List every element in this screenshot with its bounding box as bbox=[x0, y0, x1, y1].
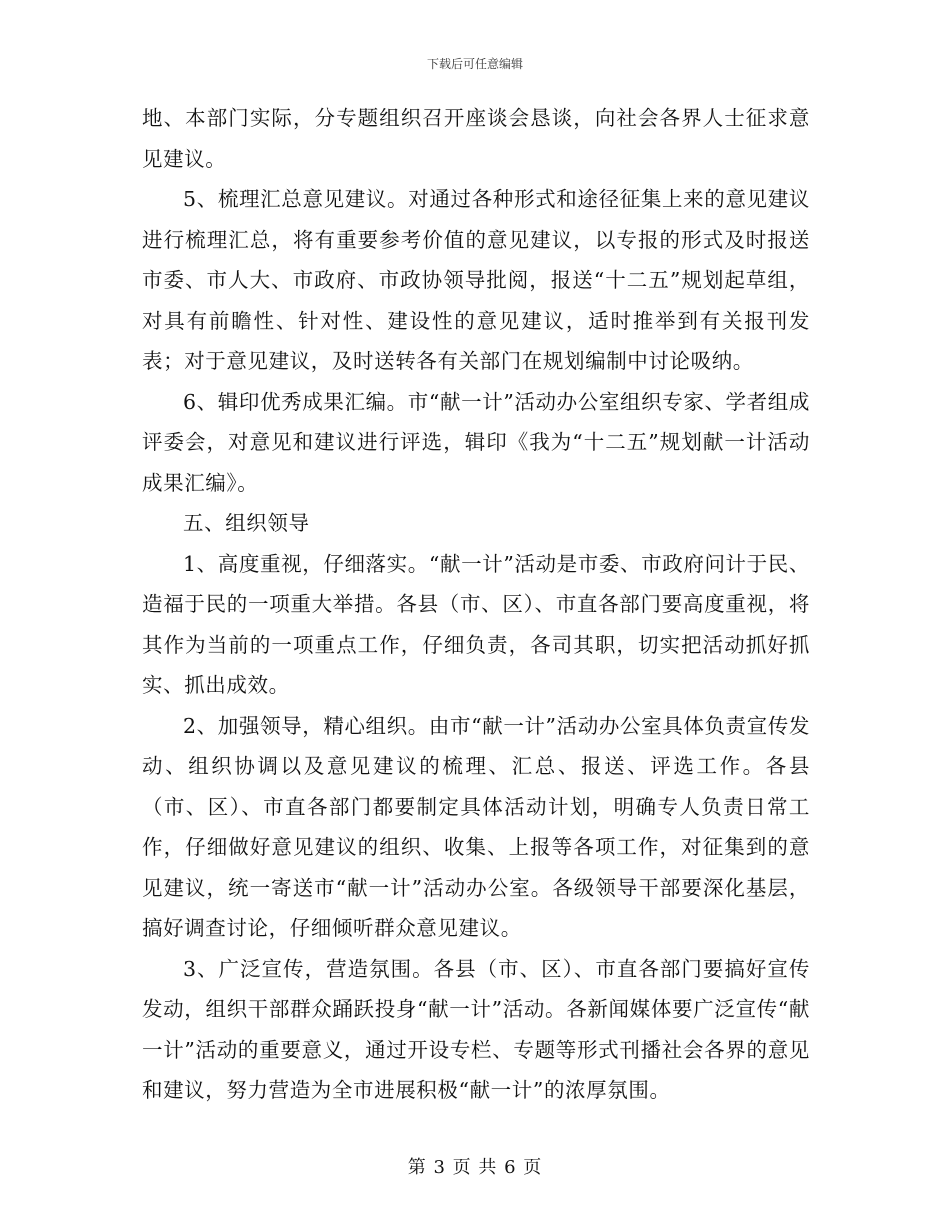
paragraph-item-6: 6、辑印优秀成果汇编。市“献一计”活动办公室组织专家、学者组成评委会，对意见和建议进行评选，辑印《我为“十二五”规划献一计活动成果汇编》。 bbox=[142, 389, 810, 495]
paragraph-item-2: 2、加强领导，精心组织。由市“献一计”活动办公室具体负责宣传发动、组织协调以及意见建议的梳理、汇总、报送、评选工作。各县（市、区）、市直各部门都要制定具体活动计划，明确专人负责日常工作，仔细做好意见建议的组织、收集、上报等各项工作，对征集到的意见建议，统一寄送市“献一计”活动办公室。各级领导干部要深化基层，搞好调查讨论，仔细倾听群众意见建议。 bbox=[142, 713, 810, 940]
section-heading: 五、组织领导 bbox=[183, 511, 310, 535]
paragraph-item-1: 1、高度重视，仔细落实。“献一计”活动是市委、市政府问计于民、造福于民的一项重大举措。各县（市、区）、市直各部门要高度重视，将其作为当前的一项重点工作，仔细负责，各司其职，切实把活动抓好抓实、抓出成效。 bbox=[142, 551, 810, 697]
paragraph-item-3: 3、广泛宣传，营造氛围。各县（市、区）、市直各部门要搞好宣传发动，组织干部群众踊跃投身“献一计”活动。各新闻媒体要广泛宣传“献一计”活动的重要意义，通过开设专栏、专题等形式刊播社会各界的意见和建议，努力营造为全市进展积极“献一计”的浓厚氛围。 bbox=[142, 956, 810, 1102]
paragraph-item-5: 5、梳理汇总意见建议。对通过各种形式和途径征集上来的意见建议进行梳理汇总，将有重要参考价值的意见建议，以专报的形式及时报送市委、市人大、市政府、市政协领导批阅，报送“十二五”规划起草组，对具有前瞻性、针对性、建设性的意见建议，适时推举到有关报刊发表；对于意见建议，及时送转各有关部门在规划编制中讨论吸纳。 bbox=[142, 187, 810, 373]
document-body bbox=[142, 98, 810, 1111]
page-number: 第 3 页 共 6 页 bbox=[407, 1157, 543, 1178]
paragraph-continuation: 地、本部门实际，分专题组织召开座谈会恳谈，向社会各界人士征求意见建议。 bbox=[142, 106, 810, 171]
page-header: 下载后可任意编辑 bbox=[426, 57, 523, 71]
